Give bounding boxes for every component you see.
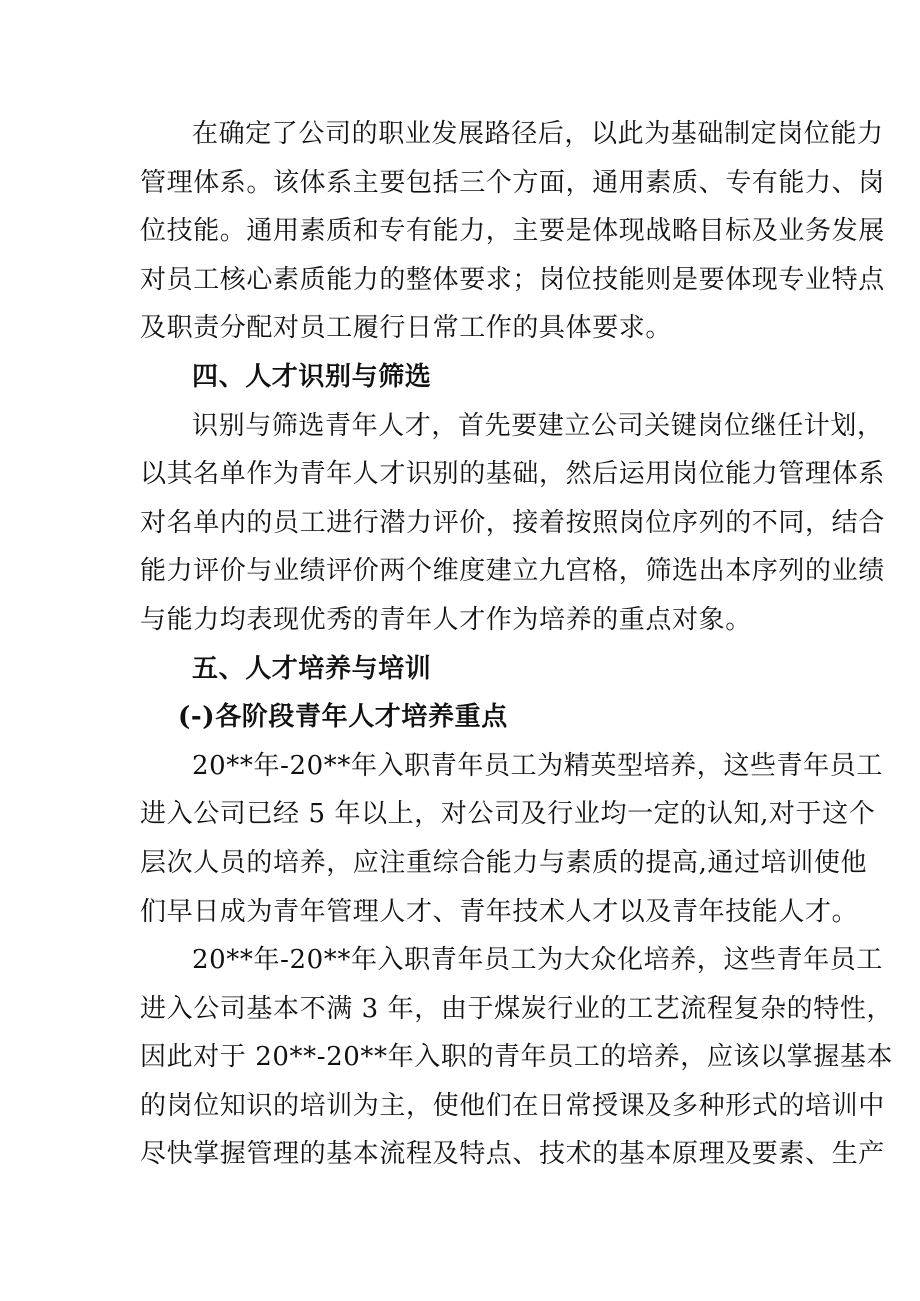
section-heading: 五、人才培养与培训 xyxy=(192,653,432,684)
paragraph-line: 能力评价与业绩评价两个维度建立九宫格，筛选出本序列的业绩 xyxy=(140,556,885,587)
document-page xyxy=(140,110,894,1179)
paragraph-line: 因此对于 20**-20**年入职的青年员工的培养，应该以掌握基本 xyxy=(140,1042,894,1073)
paragraph-line: 以其名单作为青年人才识别的基础，然后运用岗位能力管理体系 xyxy=(140,459,885,490)
paragraph-line: 位技能。通用素质和专有能力，主要是体现战略目标及业务发展 xyxy=(140,216,885,247)
paragraph-line: 及职责分配对员工履行日常工作的具体要求。 xyxy=(140,313,673,344)
paragraph-line: 进入公司已经 5 年以上，对公司及行业均一定的认知,对于这个 xyxy=(140,799,876,830)
paragraph-line: 在确定了公司的职业发展路径后，以此为基础制定岗位能力 xyxy=(192,119,884,149)
paragraph xyxy=(140,110,885,353)
paragraph-line: 尽快掌握管理的基本流程及特点、技术的基本原理及要素、生产 xyxy=(140,1139,885,1170)
paragraph-line: 对员工核心素质能力的整体要求；岗位技能则是要体现专业特点 xyxy=(140,264,885,295)
paragraph-line: 识别与筛选青年人才，首先要建立公司关键岗位继任计划， xyxy=(192,410,884,441)
paragraph-line: 进入公司基本不满 3 年，由于煤炭行业的工艺流程复杂的特性， xyxy=(140,993,894,1024)
paragraph-line: 的岗位知识的培训为主，使他们在日常授课及多种形式的培训中 xyxy=(140,1090,885,1121)
paragraph xyxy=(140,402,885,645)
paragraph xyxy=(140,936,894,1179)
paragraph-line: 管理体系。该体系主要包括三个方面，通用素质、专有能力、岗 xyxy=(140,167,885,198)
paragraph-line: 们早日成为青年管理人才、青年技术人才以及青年技能人才。 xyxy=(140,896,859,927)
paragraph xyxy=(140,742,883,936)
section-heading: 四、人才识别与筛选 xyxy=(192,361,432,392)
paragraph-line: 与能力均表现优秀的青年人才作为培养的重点对象。 xyxy=(140,604,752,635)
paragraph-line: 20**年-20**年入职青年员工为精英型培养，这些青年员工 xyxy=(192,750,883,781)
paragraph-line: 20**年-20**年入职青年员工为大众化培养，这些青年员工 xyxy=(192,945,883,976)
subsection-heading: (-)各阶段青年人才培养重点 xyxy=(178,702,508,733)
paragraph-line: 对名单内的员工进行潜力评价，接着按照岗位序列的不同，结合 xyxy=(140,507,885,538)
paragraph-line: 层次人员的培养，应注重综合能力与素质的提高,通过培训使他 xyxy=(140,847,868,878)
